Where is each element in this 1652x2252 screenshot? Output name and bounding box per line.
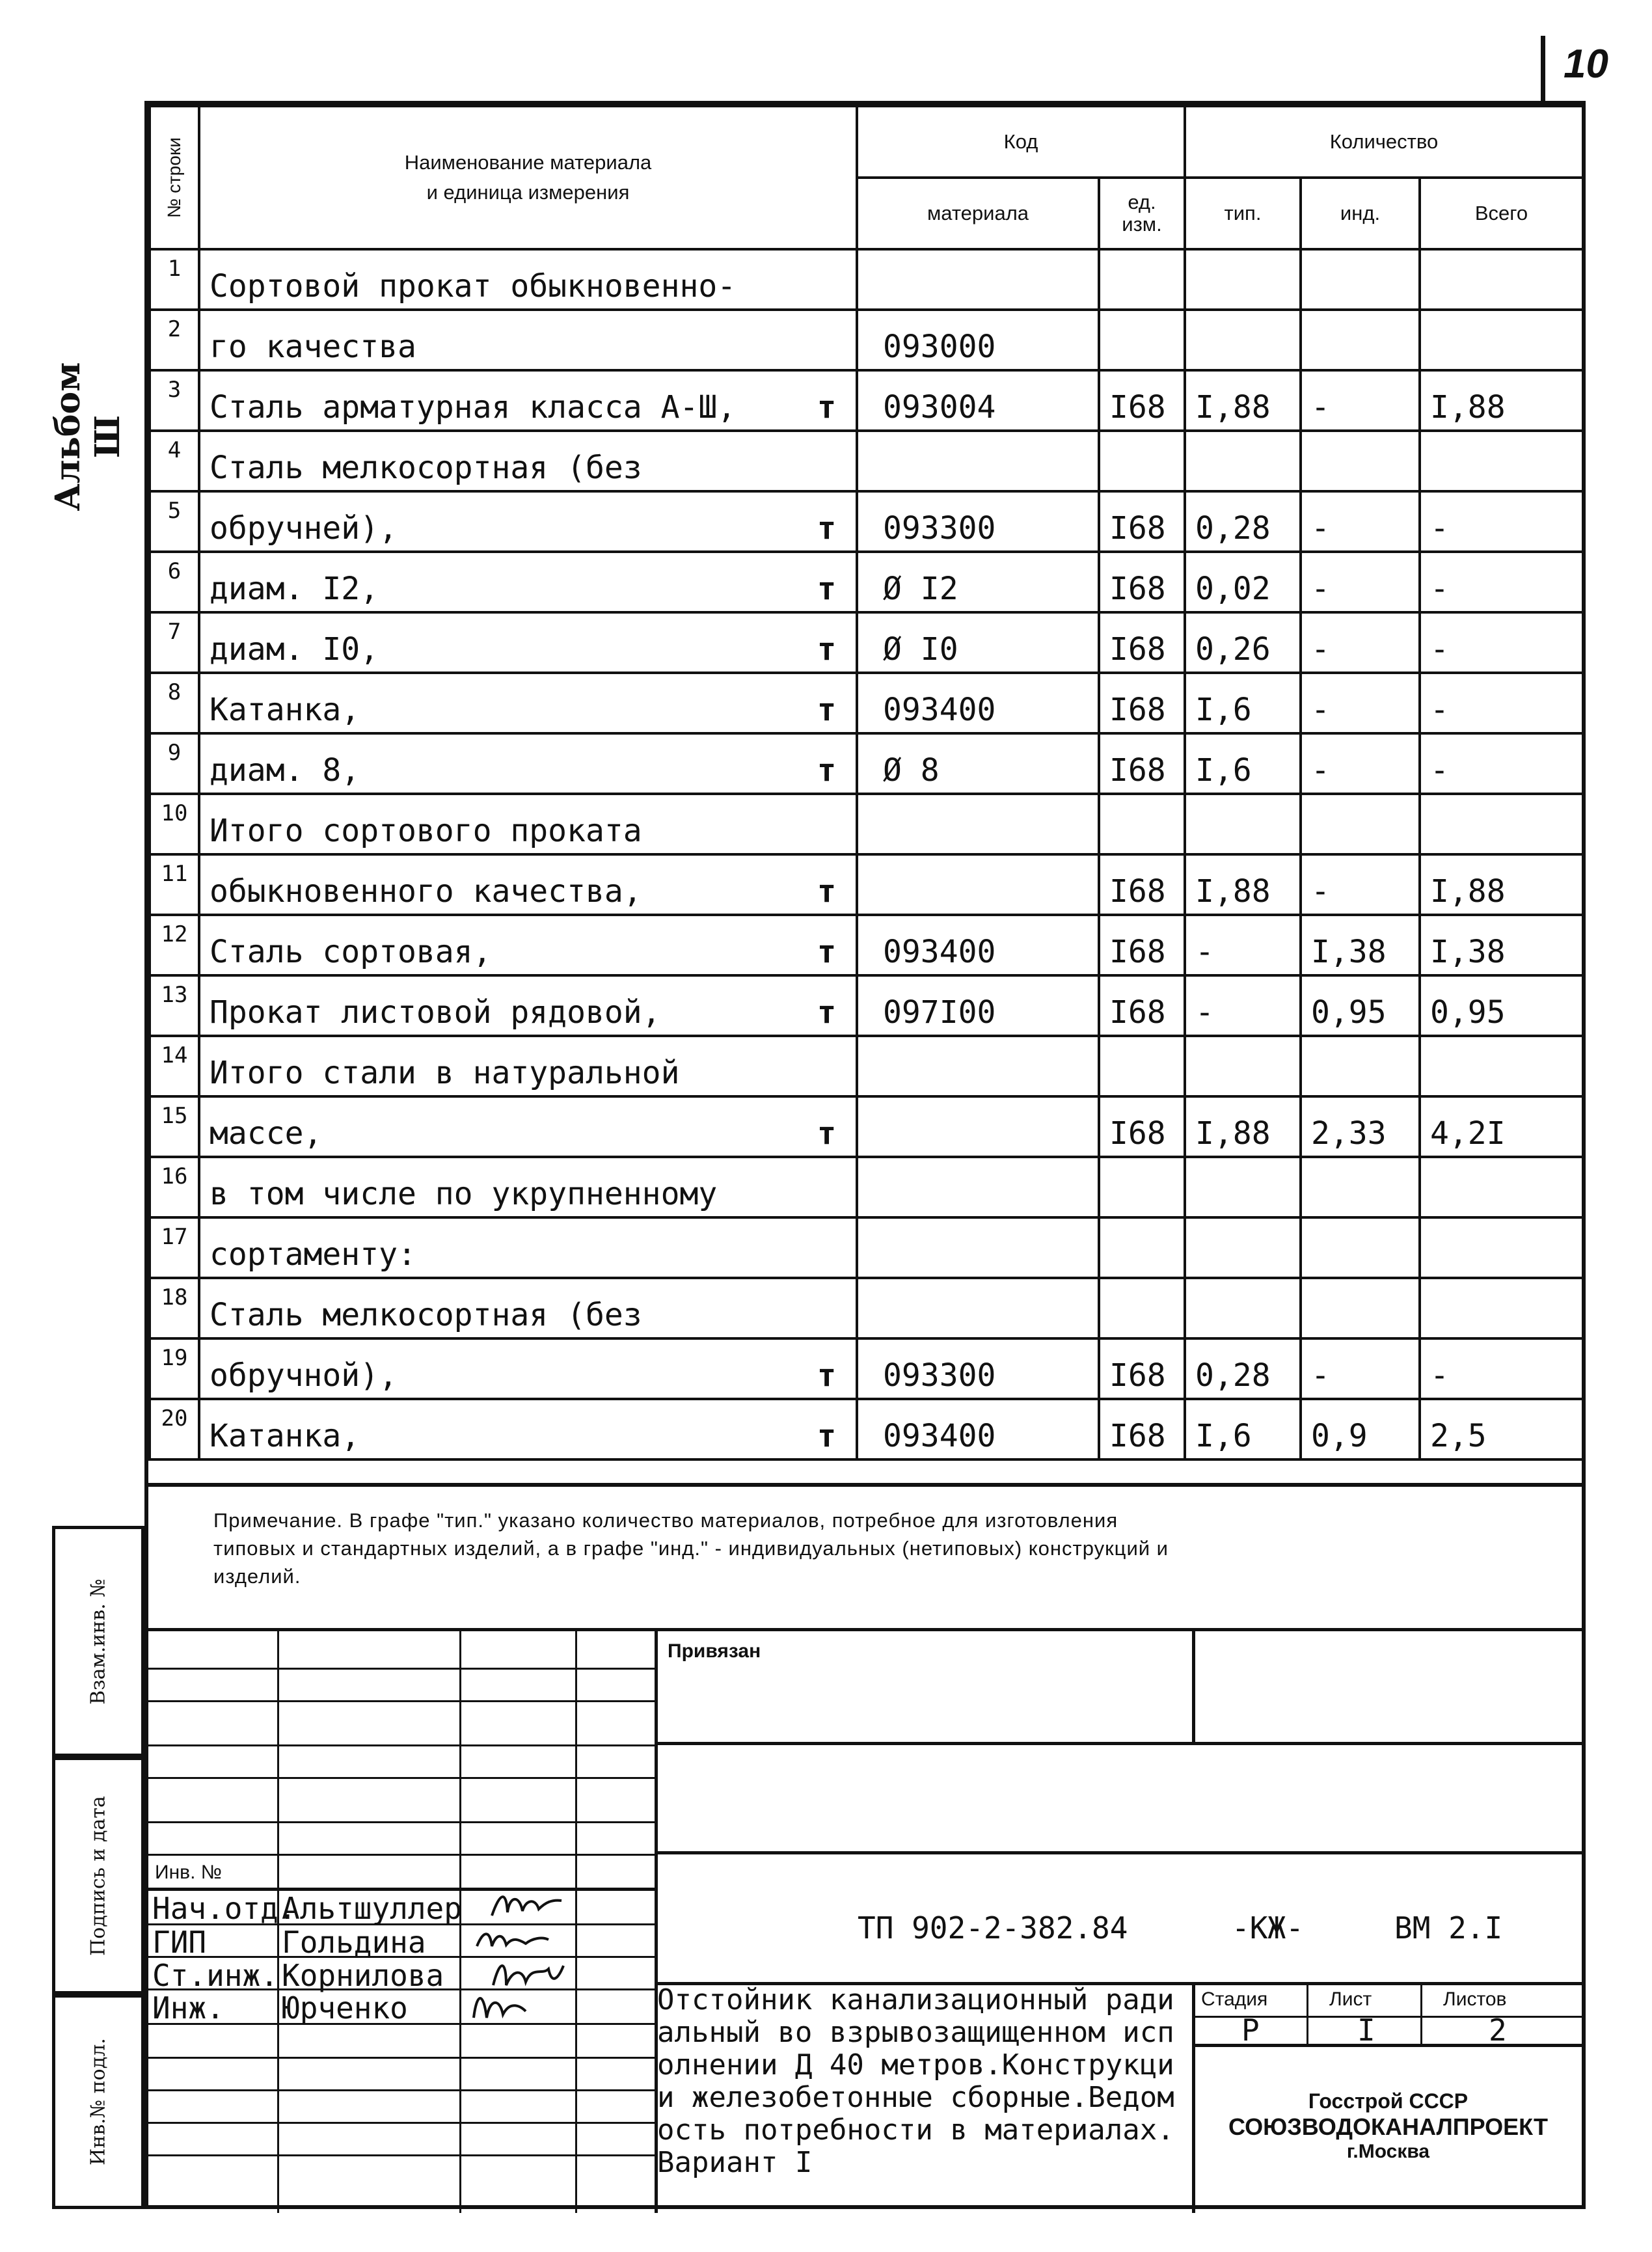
strip-inv-podl-label: Инв.№ подл. bbox=[87, 2038, 110, 2165]
material-name-text: Сортовой прокат обыкновенно- bbox=[210, 268, 737, 305]
row-number: 9 bbox=[150, 733, 199, 794]
table-row bbox=[150, 370, 1583, 431]
organization-block bbox=[1195, 2089, 1582, 2163]
qty-ind bbox=[1301, 310, 1420, 370]
drawing-sheet bbox=[144, 101, 1586, 2209]
unit-code bbox=[1099, 249, 1185, 310]
material-name bbox=[199, 612, 857, 673]
row-number: 7 bbox=[150, 612, 199, 673]
qty-total: 0,95 bbox=[1420, 975, 1583, 1036]
strip-inv-podl bbox=[52, 1994, 144, 2209]
unit-code: I68 bbox=[1099, 370, 1185, 431]
row-number: 3 bbox=[150, 370, 199, 431]
role-1: Нач.отд. bbox=[152, 1891, 297, 1926]
material-code bbox=[857, 794, 1099, 854]
qty-typ bbox=[1185, 1217, 1301, 1278]
material-name-text: в том числе по укрупненному bbox=[210, 1176, 718, 1212]
table-row bbox=[150, 310, 1583, 370]
material-name-text: обручней), bbox=[210, 510, 398, 547]
unit-code: I68 bbox=[1099, 673, 1185, 733]
qty-total: - bbox=[1420, 491, 1583, 552]
qty-ind: 2,33 bbox=[1301, 1096, 1420, 1157]
header-row-no: № строки bbox=[150, 106, 199, 249]
material-unit: т bbox=[817, 994, 836, 1031]
material-name bbox=[199, 552, 857, 612]
material-unit: т bbox=[817, 752, 836, 789]
material-name bbox=[199, 1157, 857, 1217]
material-code bbox=[857, 1278, 1099, 1338]
table-row bbox=[150, 794, 1583, 854]
doc-sheet: ВМ 2.I bbox=[1394, 1910, 1503, 1946]
table-row bbox=[150, 1036, 1583, 1096]
qty-ind: - bbox=[1301, 370, 1420, 431]
materials-table bbox=[148, 105, 1584, 1461]
material-unit: т bbox=[817, 389, 836, 426]
qty-typ: I,6 bbox=[1185, 733, 1301, 794]
material-code bbox=[857, 1036, 1099, 1096]
stage-label: Стадия bbox=[1201, 1988, 1268, 2010]
org-line-1: Госстрой СССР bbox=[1308, 2089, 1469, 2113]
material-code bbox=[857, 1157, 1099, 1217]
stamp-line bbox=[148, 1744, 656, 1746]
qty-ind: - bbox=[1301, 673, 1420, 733]
material-name bbox=[199, 431, 857, 491]
header-code-unit: ед. изм. bbox=[1099, 178, 1185, 249]
unit-code: I68 bbox=[1099, 612, 1185, 673]
qty-typ: 0,28 bbox=[1185, 491, 1301, 552]
table-row bbox=[150, 1399, 1583, 1459]
row-number: 11 bbox=[150, 854, 199, 915]
table-body bbox=[150, 249, 1583, 1459]
qty-ind bbox=[1301, 1036, 1420, 1096]
qty-ind: 0,9 bbox=[1301, 1399, 1420, 1459]
material-name-text: Катанка, bbox=[210, 1418, 360, 1454]
stage-value: Р bbox=[1241, 2013, 1260, 2048]
qty-total bbox=[1420, 431, 1583, 491]
qty-ind bbox=[1301, 1217, 1420, 1278]
unit-code: I68 bbox=[1099, 1399, 1185, 1459]
table-row bbox=[150, 612, 1583, 673]
qty-typ: I,88 bbox=[1185, 854, 1301, 915]
qty-ind: - bbox=[1301, 552, 1420, 612]
row-number: 13 bbox=[150, 975, 199, 1036]
row-number: 19 bbox=[150, 1338, 199, 1399]
qty-ind bbox=[1301, 431, 1420, 491]
row-number: 4 bbox=[150, 431, 199, 491]
stamp-line bbox=[1307, 1982, 1308, 2044]
qty-total: I,38 bbox=[1420, 915, 1583, 975]
table-row bbox=[150, 975, 1583, 1036]
material-code: 093400 bbox=[857, 915, 1099, 975]
row-number: 16 bbox=[150, 1157, 199, 1217]
row-number: 15 bbox=[150, 1096, 199, 1157]
stamp-line bbox=[148, 1668, 656, 1670]
qty-total: 4,2I bbox=[1420, 1096, 1583, 1157]
unit-code: I68 bbox=[1099, 1338, 1185, 1399]
qty-typ: I,6 bbox=[1185, 1399, 1301, 1459]
row-number: 5 bbox=[150, 491, 199, 552]
material-name-text: Катанка, bbox=[210, 692, 360, 728]
page-number: 10 bbox=[1564, 42, 1608, 87]
row-number: 2 bbox=[150, 310, 199, 370]
qty-total bbox=[1420, 1036, 1583, 1096]
unit-code bbox=[1099, 310, 1185, 370]
material-name bbox=[199, 975, 857, 1036]
header-quantity: Количество bbox=[1185, 106, 1583, 178]
qty-typ bbox=[1185, 1278, 1301, 1338]
material-name-text: Прокат листовой рядовой, bbox=[210, 994, 661, 1031]
material-name bbox=[199, 673, 857, 733]
stamp-line bbox=[148, 1700, 656, 1702]
name-1: Альтшуллер bbox=[282, 1891, 462, 1926]
qty-ind bbox=[1301, 1278, 1420, 1338]
unit-code: I68 bbox=[1099, 854, 1185, 915]
qty-total: - bbox=[1420, 733, 1583, 794]
material-code bbox=[857, 1096, 1099, 1157]
unit-code bbox=[1099, 1036, 1185, 1096]
material-unit: т bbox=[817, 631, 836, 668]
org-line-3: г.Москва bbox=[1346, 2141, 1430, 2162]
unit-code: I68 bbox=[1099, 1096, 1185, 1157]
stamp-line bbox=[148, 2122, 656, 2124]
header-qty-typ: тип. bbox=[1185, 178, 1301, 249]
signature-1 bbox=[487, 1886, 565, 1925]
material-name bbox=[199, 915, 857, 975]
table-row bbox=[150, 1338, 1583, 1399]
document-title: Отстойник канализационный радиальный во взрывозащищенном исполнении Д 40 метров.Конструкции железобетонные сборные.Ведомость потребности в материалах. Вариант I bbox=[657, 1984, 1174, 2179]
qty-typ bbox=[1185, 431, 1301, 491]
row-number: 1 bbox=[150, 249, 199, 310]
name-4: Юрченко bbox=[282, 1990, 408, 2026]
material-unit: т bbox=[817, 510, 836, 547]
table-row bbox=[150, 854, 1583, 915]
material-code bbox=[857, 1217, 1099, 1278]
note-block bbox=[148, 1483, 1582, 1631]
qty-ind: - bbox=[1301, 491, 1420, 552]
qty-total bbox=[1420, 794, 1583, 854]
qty-typ: 0,28 bbox=[1185, 1338, 1301, 1399]
material-name-text: диам. I2, bbox=[210, 571, 379, 607]
material-name-text: обручной), bbox=[210, 1357, 398, 1394]
table-row bbox=[150, 431, 1583, 491]
sheet-label: Лист bbox=[1329, 1988, 1372, 2010]
material-code: 093400 bbox=[857, 1399, 1099, 1459]
material-name bbox=[199, 733, 857, 794]
qty-typ: - bbox=[1185, 975, 1301, 1036]
strip-vzam-label: Взам.инв. № bbox=[87, 1578, 110, 1705]
privyazan-label: Привязан bbox=[668, 1640, 761, 1662]
qty-ind: - bbox=[1301, 1338, 1420, 1399]
doc-code: ТП 902-2-382.84 bbox=[858, 1910, 1128, 1946]
stamp-line bbox=[148, 1821, 656, 1823]
qty-typ: - bbox=[1185, 915, 1301, 975]
sheets-value: 2 bbox=[1489, 2013, 1507, 2048]
stamp-line bbox=[148, 1854, 656, 1856]
row-number: 14 bbox=[150, 1036, 199, 1096]
stamp-line bbox=[575, 1631, 577, 2213]
material-code: Ø I2 bbox=[857, 552, 1099, 612]
material-unit: т bbox=[817, 571, 836, 607]
stamp-line bbox=[148, 1777, 656, 1779]
qty-total: - bbox=[1420, 552, 1583, 612]
material-name-text: Сталь мелкосортная (без bbox=[210, 1297, 642, 1333]
material-name-text: сортаменту: bbox=[210, 1236, 416, 1273]
material-name-text: Итого сортового проката bbox=[210, 813, 642, 849]
name-3: Корнилова bbox=[282, 1958, 444, 1993]
unit-code bbox=[1099, 431, 1185, 491]
material-name-text: Сталь сортовая, bbox=[210, 934, 492, 970]
strip-podp-label: Подпись и дата bbox=[87, 1795, 110, 1956]
stamp-line bbox=[1192, 1631, 1195, 1742]
table-row bbox=[150, 1278, 1583, 1338]
material-code: 093300 bbox=[857, 491, 1099, 552]
qty-total bbox=[1420, 1157, 1583, 1217]
row-number: 18 bbox=[150, 1278, 199, 1338]
unit-code bbox=[1099, 1157, 1185, 1217]
inv-no-label: Инв. № bbox=[155, 1862, 222, 1883]
table-row bbox=[150, 1096, 1583, 1157]
material-code bbox=[857, 431, 1099, 491]
row-number: 17 bbox=[150, 1217, 199, 1278]
material-code: 097I00 bbox=[857, 975, 1099, 1036]
table-row bbox=[150, 733, 1583, 794]
doc-mark: -КЖ- bbox=[1232, 1910, 1304, 1946]
unit-code: I68 bbox=[1099, 733, 1185, 794]
qty-ind: - bbox=[1301, 854, 1420, 915]
qty-total: I,88 bbox=[1420, 370, 1583, 431]
qty-ind: - bbox=[1301, 612, 1420, 673]
table-row bbox=[150, 249, 1583, 310]
stamp-line bbox=[1420, 1982, 1422, 2044]
material-unit: т bbox=[817, 934, 836, 970]
qty-typ bbox=[1185, 1157, 1301, 1217]
material-name-text: Сталь арматурная класса А-Ш, bbox=[210, 389, 737, 426]
row-number: 20 bbox=[150, 1399, 199, 1459]
stamp-line bbox=[148, 2089, 656, 2091]
material-name-text: го качества bbox=[210, 329, 416, 365]
strip-podp bbox=[52, 1757, 144, 1994]
material-name-text: обыкновенного качества, bbox=[210, 873, 642, 910]
qty-ind: I,38 bbox=[1301, 915, 1420, 975]
role-2: ГИП bbox=[152, 1925, 207, 1960]
qty-total bbox=[1420, 1217, 1583, 1278]
qty-ind bbox=[1301, 794, 1420, 854]
sheets-label: Листов bbox=[1443, 1988, 1507, 2010]
material-name bbox=[199, 1217, 857, 1278]
sheet-value: I bbox=[1357, 2013, 1375, 2048]
qty-typ: I,88 bbox=[1185, 370, 1301, 431]
note-text: Примечание. В графе "тип." указано количество материалов, потребное для изготовления типовых и стандартных изделий, а в графе "инд." - индивидуальных (нетиповых) конструкций и изделий. bbox=[213, 1509, 1169, 1588]
material-code: 093400 bbox=[857, 673, 1099, 733]
qty-ind: 0,95 bbox=[1301, 975, 1420, 1036]
header-qty-total: Всего bbox=[1420, 178, 1583, 249]
material-unit: т bbox=[817, 873, 836, 910]
material-code: Ø I0 bbox=[857, 612, 1099, 673]
qty-typ: 0,02 bbox=[1185, 552, 1301, 612]
unit-code bbox=[1099, 794, 1185, 854]
material-code: 093004 bbox=[857, 370, 1099, 431]
qty-typ: I,88 bbox=[1185, 1096, 1301, 1157]
material-name bbox=[199, 491, 857, 552]
qty-typ bbox=[1185, 794, 1301, 854]
qty-typ: 0,26 bbox=[1185, 612, 1301, 673]
material-unit: т bbox=[817, 692, 836, 728]
material-code: 093000 bbox=[857, 310, 1099, 370]
signature-4 bbox=[467, 1985, 545, 2024]
material-name bbox=[199, 1096, 857, 1157]
material-name-text: Итого стали в натуральной bbox=[210, 1055, 680, 1091]
qty-typ bbox=[1185, 249, 1301, 310]
album-label: Альбом Ш bbox=[48, 362, 128, 511]
material-name-text: диам. 8, bbox=[210, 752, 360, 789]
material-unit: т bbox=[817, 1418, 836, 1454]
album-title bbox=[46, 329, 128, 511]
table-row bbox=[150, 1157, 1583, 1217]
table-row bbox=[150, 491, 1583, 552]
material-name-text: Сталь мелкосортная (без bbox=[210, 450, 642, 486]
table-row bbox=[150, 915, 1583, 975]
stamp-line bbox=[148, 2057, 656, 2059]
qty-total: - bbox=[1420, 673, 1583, 733]
row-number: 12 bbox=[150, 915, 199, 975]
table-row bbox=[150, 552, 1583, 612]
page-number-box bbox=[1541, 36, 1612, 107]
qty-typ bbox=[1185, 310, 1301, 370]
material-name bbox=[199, 249, 857, 310]
qty-total: 2,5 bbox=[1420, 1399, 1583, 1459]
qty-typ bbox=[1185, 1036, 1301, 1096]
qty-total: - bbox=[1420, 1338, 1583, 1399]
row-number: 10 bbox=[150, 794, 199, 854]
qty-ind bbox=[1301, 249, 1420, 310]
material-code: 093300 bbox=[857, 1338, 1099, 1399]
qty-ind: - bbox=[1301, 733, 1420, 794]
header-name: Наименование материала и единица измерения bbox=[199, 106, 857, 249]
material-code: Ø 8 bbox=[857, 733, 1099, 794]
org-line-2: СОЮЗВОДОКАНАЛПРОЕКТ bbox=[1228, 2113, 1548, 2140]
stamp-line bbox=[655, 1851, 1582, 1854]
role-4: Инж. bbox=[152, 1990, 224, 2026]
material-name bbox=[199, 1338, 857, 1399]
header-code-material: материала bbox=[857, 178, 1099, 249]
unit-code bbox=[1099, 1278, 1185, 1338]
material-unit: т bbox=[817, 1357, 836, 1394]
material-code bbox=[857, 249, 1099, 310]
table-row bbox=[150, 673, 1583, 733]
qty-total bbox=[1420, 249, 1583, 310]
header-code: Код bbox=[857, 106, 1185, 178]
material-code bbox=[857, 854, 1099, 915]
qty-total: - bbox=[1420, 612, 1583, 673]
unit-code bbox=[1099, 1217, 1185, 1278]
material-unit: т bbox=[817, 1115, 836, 1152]
row-number: 8 bbox=[150, 673, 199, 733]
qty-total bbox=[1420, 310, 1583, 370]
qty-total bbox=[1420, 1278, 1583, 1338]
stamp-line bbox=[655, 1742, 1582, 1745]
table-row bbox=[150, 1217, 1583, 1278]
unit-code: I68 bbox=[1099, 915, 1185, 975]
material-name bbox=[199, 854, 857, 915]
name-2: Гольдина bbox=[282, 1925, 426, 1960]
material-name bbox=[199, 1278, 857, 1338]
material-name bbox=[199, 1036, 857, 1096]
material-name bbox=[199, 794, 857, 854]
material-name bbox=[199, 1399, 857, 1459]
strip-vzam bbox=[52, 1526, 144, 1757]
unit-code: I68 bbox=[1099, 491, 1185, 552]
stamp-line bbox=[148, 2154, 656, 2156]
qty-typ: I,6 bbox=[1185, 673, 1301, 733]
unit-code: I68 bbox=[1099, 975, 1185, 1036]
material-name-text: диам. I0, bbox=[210, 631, 379, 668]
header-qty-ind: инд. bbox=[1301, 178, 1420, 249]
row-number: 6 bbox=[150, 552, 199, 612]
unit-code: I68 bbox=[1099, 552, 1185, 612]
role-3: Ст.инж. bbox=[152, 1958, 278, 1993]
material-name-text: массе, bbox=[210, 1115, 323, 1152]
qty-ind bbox=[1301, 1157, 1420, 1217]
material-name bbox=[199, 370, 857, 431]
material-name bbox=[199, 310, 857, 370]
qty-total: I,88 bbox=[1420, 854, 1583, 915]
